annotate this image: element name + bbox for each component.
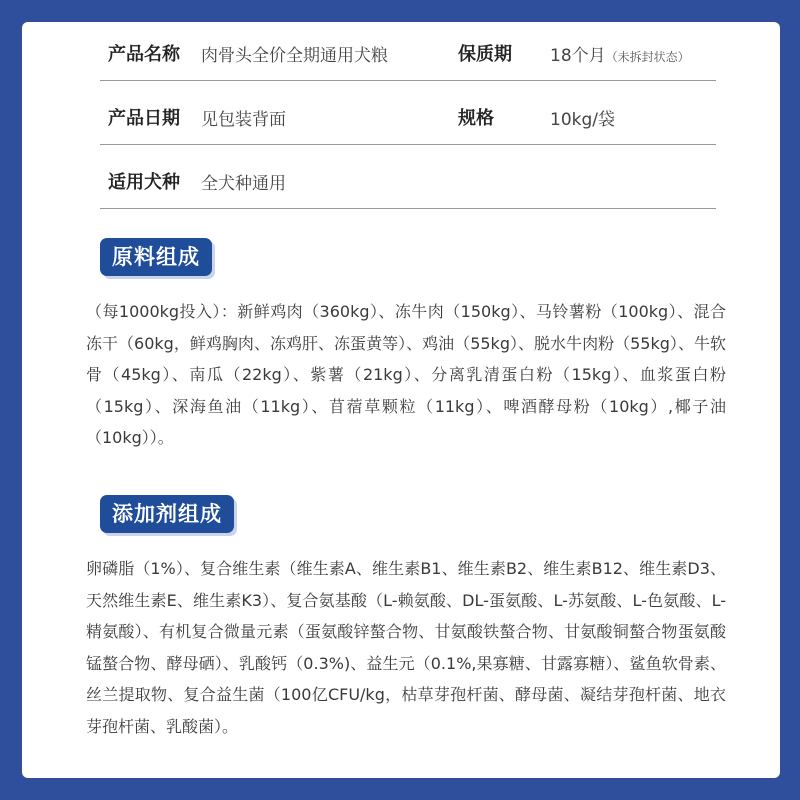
ingredients-heading: 原料组成 — [100, 238, 212, 276]
breed-value: 全犬种通用 — [201, 174, 286, 194]
shelf-life-note: （未拆封状态） — [605, 50, 690, 64]
additives-heading: 添加剂组成 — [100, 495, 234, 533]
product-info-card — [22, 22, 780, 778]
product-name-label: 产品名称 — [108, 44, 180, 65]
additives-text: 卵磷脂（1%）、复合维生素（维生素A、维生素B1、维生素B2、维生素B12、维生素D3、天然维生素E、维生素K3）、复合氨基酸（L-赖氨酸、DL-蛋氨酸、L-苏氨酸、L-色氨酸、L-精氨酸）、有机复合微量元素（蛋氨酸锌螯合物、甘氨酸铁螯合物、甘氨酸铜螯合物蛋氨酸锰螯合物、酵母硒）、乳酸钙（0.3%)、益生元（0.1%,果寡糖、甘露寡糖）、鲨鱼软骨素、丝兰提取物、复合益生菌（100亿CFU/kg，枯草芽孢杆菌、酵母菌、凝结芽孢杆菌、地衣芽孢杆菌、乳酸菌）。 — [86, 559, 726, 736]
shelf-life-label: 保质期 — [458, 44, 512, 65]
spec-value: 10kg/袋 — [550, 110, 615, 130]
breed-label: 适用犬种 — [108, 172, 180, 193]
spec-label: 规格 — [458, 108, 494, 129]
product-name-value: 肉骨头全价全期通用犬粮 — [201, 46, 388, 66]
shelf-life-value — [550, 41, 690, 66]
production-date-value: 见包装背面 — [201, 110, 286, 130]
ingredients-text: （每1000kg投入）：新鲜鸡肉（360kg）、冻牛肉（150kg）、马铃薯粉（100kg）、混合冻干（60kg，鲜鸡胸肉、冻鸡肝、冻蛋黄等）、鸡油（55kg）、脱水牛肉粉（55kg）、牛软骨（45kg）、南瓜（22kg）、紫薯（21kg）、分离乳清蛋白粉（15kg）、血浆蛋白粉（15kg）、深海鱼油（11kg）、苜蓿草颗粒（11kg）、啤酒酵母粉（10kg）,椰子油（10kg））。 — [86, 302, 726, 447]
info-row-date-spec — [100, 86, 716, 145]
info-row-name-shelf-life — [100, 22, 716, 81]
production-date-label: 产品日期 — [108, 108, 180, 129]
info-row-breed — [100, 150, 716, 209]
shelf-life-months: 18个月 — [550, 46, 606, 66]
